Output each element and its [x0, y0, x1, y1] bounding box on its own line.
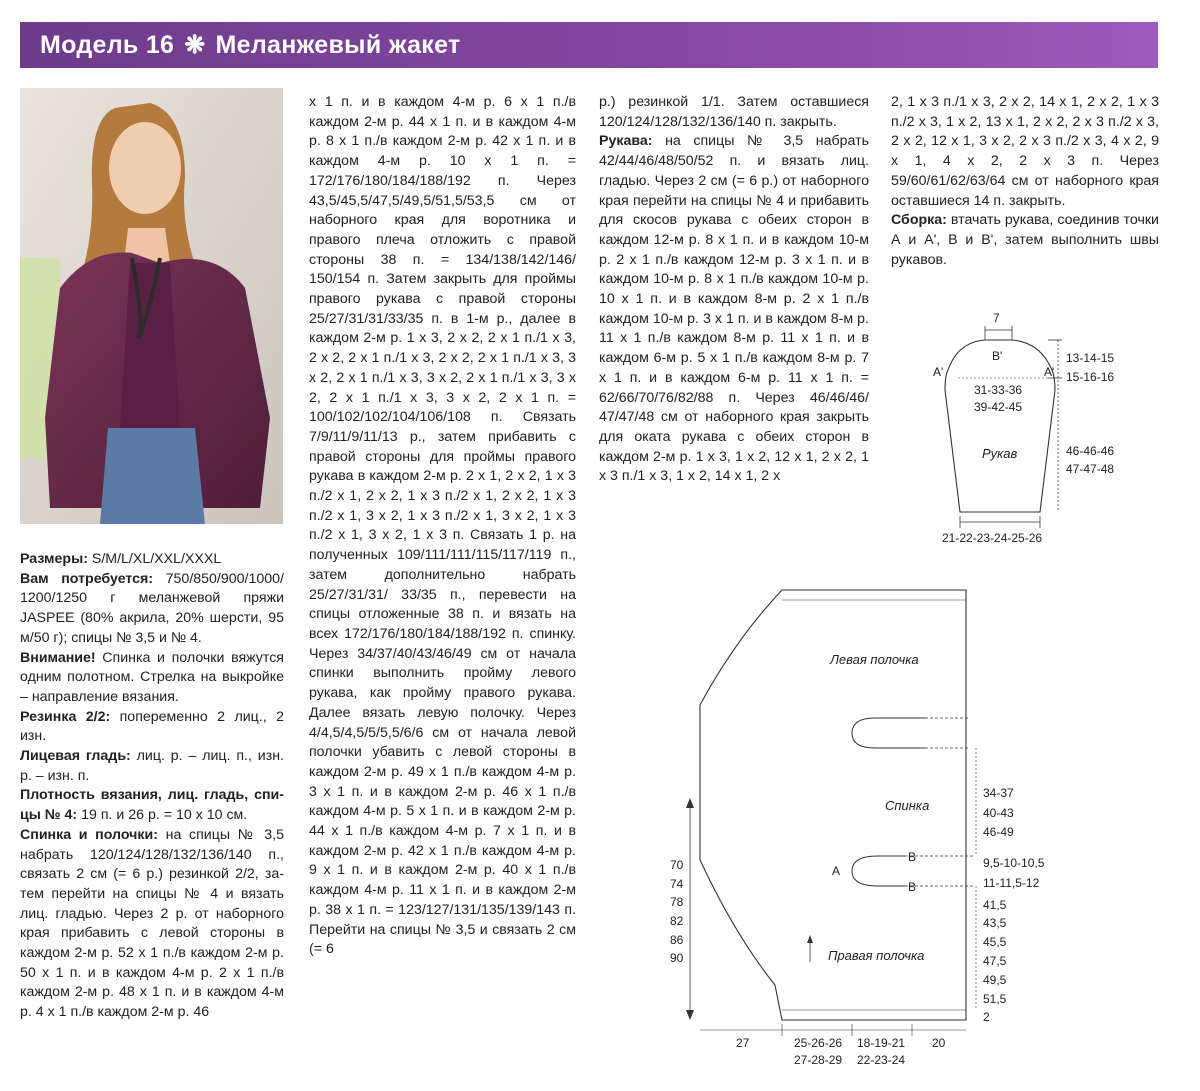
separator-icon: ❋: [184, 31, 206, 59]
paragraph-text: втачать рукава, соединив точки А и А', В и В', затем выполнить швы рукавов.: [891, 212, 1159, 268]
sleeve-b-prime: B': [992, 349, 1003, 363]
point-b-upper: B: [908, 850, 917, 864]
paragraph-heading: Сборка:: [891, 212, 947, 229]
paragraph-heading: Размеры:: [20, 551, 88, 567]
dim: 40-43: [983, 806, 1014, 820]
right-front-label: Правая полочка: [828, 948, 925, 963]
dim: 45,5: [983, 935, 1007, 949]
dim: 43,5: [983, 916, 1007, 930]
point-b-lower: B: [908, 880, 917, 894]
dim-armhole-2: 11-11,5-12: [983, 876, 1040, 890]
dim: 74: [670, 877, 684, 891]
paragraph-heading: Резинка 2/2:: [20, 708, 111, 725]
right-dims-front: [983, 898, 1007, 1006]
paragraph-heading: Рукава:: [599, 133, 653, 150]
paragraph: х 1 п. и в каждом 4-м р. 6 х 1 п./в каждом 2-м р. 44 х 1 п. и в каждом 4-м р. 8 х 1 п./в каждом 2-м р. 42 х 1 п. и в каждом 4-м р. 10 х 1 п. = 172/176/180/184/188/192 п. Через 43,5/45,5/47,5/49,5/51,5/53,5 см от наборного края для воротника и правого плеча отложить с правой стороны 38 п. = 134/138/142/146/ 150/154 п. Затем закрыть для проймы правого рукава с правой стороны 25/27/31/31/33/35 п. в 1-м р., далее в каждом 2-м р. 1 х 3, 2 х 2, 2 х 1 п./1 х 3, 2 х 2, 2 х 1 п./1 х 3, 2 х 2, 2 х 1 п./1 х 3, 3 х 2, 2 х 1 п./1 х 3, 3 х 2, 2 х 1 п./1 х 3, 3 х 2, 2 х 1 п./1 х 3, 3 х 2, 2 х 1 п. = 100/102/102/104/106/108 п. Связать 7/9/11/9/11/13 р., затем прибавить с правой стороны для проймы правого рукава в каждом 2-м р. 2 х 1, 2 х 2, 1 х 3 п./2 х 1, 2 х 2, 1 х 3 п./2 х 1, 2 х 2, 1 х 3 п./2 х 1, 3 х 2, 1 х 3 п./2 х 1, 3 х 2, 1 х 3 п./2 х 1, 3 х 2, 1 х 3 п. Связать 1 р. на полученных 109/111/111/115/117/119 п., затем дополнительно набрать 25/27/31/31/ 33/35 п., перевести на спицы отложенные 38 п. и вязать на всех 172/176/180/184/188/192 п. спинку. Через 34/37/40/43/46/49 см от начала спинки выполнить пройму левого рукава, как пройму правого рукава. Далее вязать левую полочку. Через 4/4,5/4,5/5/5,5/6/6 см от начала левой полочки убавить с левой стороны в каждом 2-м р. 49 х 1 п./в каждом 4-м р. 3 х 1 п. и в каждом 2-м р. 46 х 1 п./в каждом 4-м р. 5 х 1 п. и в каждом 2-м р. 44 х 1 п./в каждом 4-м р. 7 х 1 п. и в каждом 2-м р. 42 х 1 п./в каждом 4-м р. 9 х 1 п. и в каждом 2-м р. 40 х 1 п./в каждом 4-м р. 11 х 1 п. и в каждом 2-м р. 38 х 1 п. = 123/127/131/135/139/143 п. Перейти на спицы № 3,5 и связать 2 см (= 6: [309, 94, 576, 958]
paragraph-text: р.) резинкой 1/1. Затем оставшиеся 120/124/128/132/136/140 п. закрыть.: [599, 94, 869, 130]
paragraph-text: 2, 1 х 3 п./1 х 3, 2 х 2, 14 х 1, 2 х 2, 1 х 3 п./2 х 3, 1 х 2, 13 х 1, 2 х 2, 2 х 3 п./2 х 3, 2 х 2, 12 х 1, 3 х 2, 2 х 3 п./2 х 3, 4 х 2, 9 х 1, 4 х 2, 2 х 3 п. Через 59/60/61/62/63/64 см от наборного края оставшиеся 14 п. закрыть.: [891, 94, 1159, 209]
sleeve-a-prime-left: A': [933, 365, 944, 379]
left-front-label: Левая полочка: [830, 652, 919, 667]
dim-bottom-3b: 22-23-24: [857, 1053, 906, 1067]
dim-bottom-2a: 25-26-26: [794, 1036, 843, 1050]
paragraph-text: лиц. р. – лиц. п., изн. р. – изн. п.: [20, 748, 284, 784]
point-a: A: [832, 864, 841, 878]
paragraph-text: попеременно 2 лиц., 2 изн.: [20, 708, 284, 745]
left-dims: [670, 858, 684, 965]
sleeve-cap-width-1: 31-33-36: [974, 383, 1023, 397]
dim: 82: [670, 914, 684, 928]
sleeve-length-2: 47-47-48: [1066, 462, 1115, 476]
sleeve-cap-width-2: 39-42-45: [974, 400, 1023, 414]
paragraph-heading: Лицевая гладь:: [20, 748, 131, 765]
dim: 51,5: [983, 992, 1007, 1006]
paragraph-text: 750/850/900/1000/ 1200/1250 г меланжевой пряжи JASPEE (80% акрила, 20% шерсти, 95 м/50 г); спицы № 3,5 и № 4.: [20, 570, 284, 646]
paragraph-text: на спицы № 3,5 набрать 42/44/46/48/50/52 п. и вязать лиц. гладью. Через 2 см (= 6 р.) от наборного края перейти на спицы № 4 и прибавить для скосов рукава с обеих сторон в каждом 12-м р. 8 х 1 п. и в каждом 10-м р. 2 х 1 п./в каждом 12-м р. 3 х 1 п. и в каждом 10-м р. 8 х 1 п./в каждом 10-м р. 10 х 1 п. и в каждом 8-м р. 2 х 1 п./в каждом 10-м р. 3 х 1 п. и в каждом 8-м р. 11 х 1 п./в каждом 8-м р. 11 х 1 п. и в каждом 6-м р. 5 х 1 п./в каждом 8-м р. 7 х 1 п. и в каждом 6-м р. 11 х 1 п. = 62/66/70/76/82/88 п. Через 46/46/46/ 47/47/48 см от наборного края закрыть для оката рукава с обеих сторон в каждом 2-м р. 1 х 3, 1 х 2, 12 х 1, 2 х 2, 1 х 3 п./1 х 3, 1 х 2, 14 х 1, 2 х: [599, 133, 869, 485]
dim: 41,5: [983, 898, 1007, 912]
sleeve-diagram: [933, 311, 1114, 545]
paragraph-heading: Вам потребуется:: [20, 570, 154, 587]
dim: 49,5: [983, 973, 1007, 987]
paragraph-heading: Внимание!: [20, 649, 96, 666]
sleeve-cap-height-2: 15-16-16: [1066, 370, 1115, 384]
dim-bottom-1: 27: [736, 1036, 750, 1050]
dim-bottom-3a: 18-19-21: [857, 1036, 906, 1050]
paragraph-heading: Плотность вязания, лиц. гладь, спицы № 4:: [20, 787, 284, 824]
dim-bottom-4: 20: [932, 1036, 946, 1050]
sleeve-label: Рукав: [982, 446, 1018, 461]
back-label: Спинка: [885, 798, 930, 813]
sleeve-top-width: 7: [993, 311, 1000, 325]
dim: 90: [670, 951, 684, 965]
paragraph-text: S/M/L/XL/XXL/XXXL: [87, 551, 222, 567]
dim: 70: [670, 858, 684, 872]
sleeve-bottom-width: 21-22-23-24-25-26: [942, 531, 1043, 545]
model-number: Модель 16: [40, 31, 175, 59]
model-title: Меланжевый жакет: [215, 31, 461, 59]
paragraph-heading: Спинка и полочки:: [20, 826, 158, 843]
dim: 47,5: [983, 954, 1007, 968]
dim-armhole-1: 9,5-10-10,5: [983, 856, 1045, 870]
dim-bottom-2b: 27-28-29: [794, 1053, 843, 1067]
paragraph-text: Спинка и полочки вяжутся одним полотном. Стрелка на выкройке – направление вязания.: [20, 649, 284, 705]
dim: 34-37: [983, 786, 1014, 800]
sleeve-cap-height-1: 13-14-15: [1066, 351, 1115, 365]
dim-ribbing: 2: [983, 1010, 990, 1024]
body-diagram: [670, 590, 1045, 1067]
dim: 46-49: [983, 825, 1014, 839]
dim: 86: [670, 933, 684, 947]
paragraph-text: на спицы № 3,5 набрать 120/124/128/132/136/140 п., связать 2 см (= 6 р.) резинкой 2/2, затем перейти на спицы № 4 и вязать лиц. гладью. Через 2 р. от наборного края прибавить с левой стороны в каждом 2-м р. 52 х 1 п./в каждом 2-м р. 50 х 1 п. и в каждом 4-м р. 2 х 1 п./в каждом 2-м р. 48 х 1 п. и в каждом 4-м р. 4 х 1 п./в каждом 2-м р. 46: [20, 826, 284, 1021]
dim: 78: [670, 895, 684, 909]
right-dims-back: [983, 786, 1014, 839]
paragraph-text: 19 п. и 26 р. = 10 х 10 см.: [77, 807, 248, 824]
sleeve-a-prime-right: A': [1044, 365, 1055, 379]
sleeve-length-1: 46-46-46: [1066, 444, 1115, 458]
